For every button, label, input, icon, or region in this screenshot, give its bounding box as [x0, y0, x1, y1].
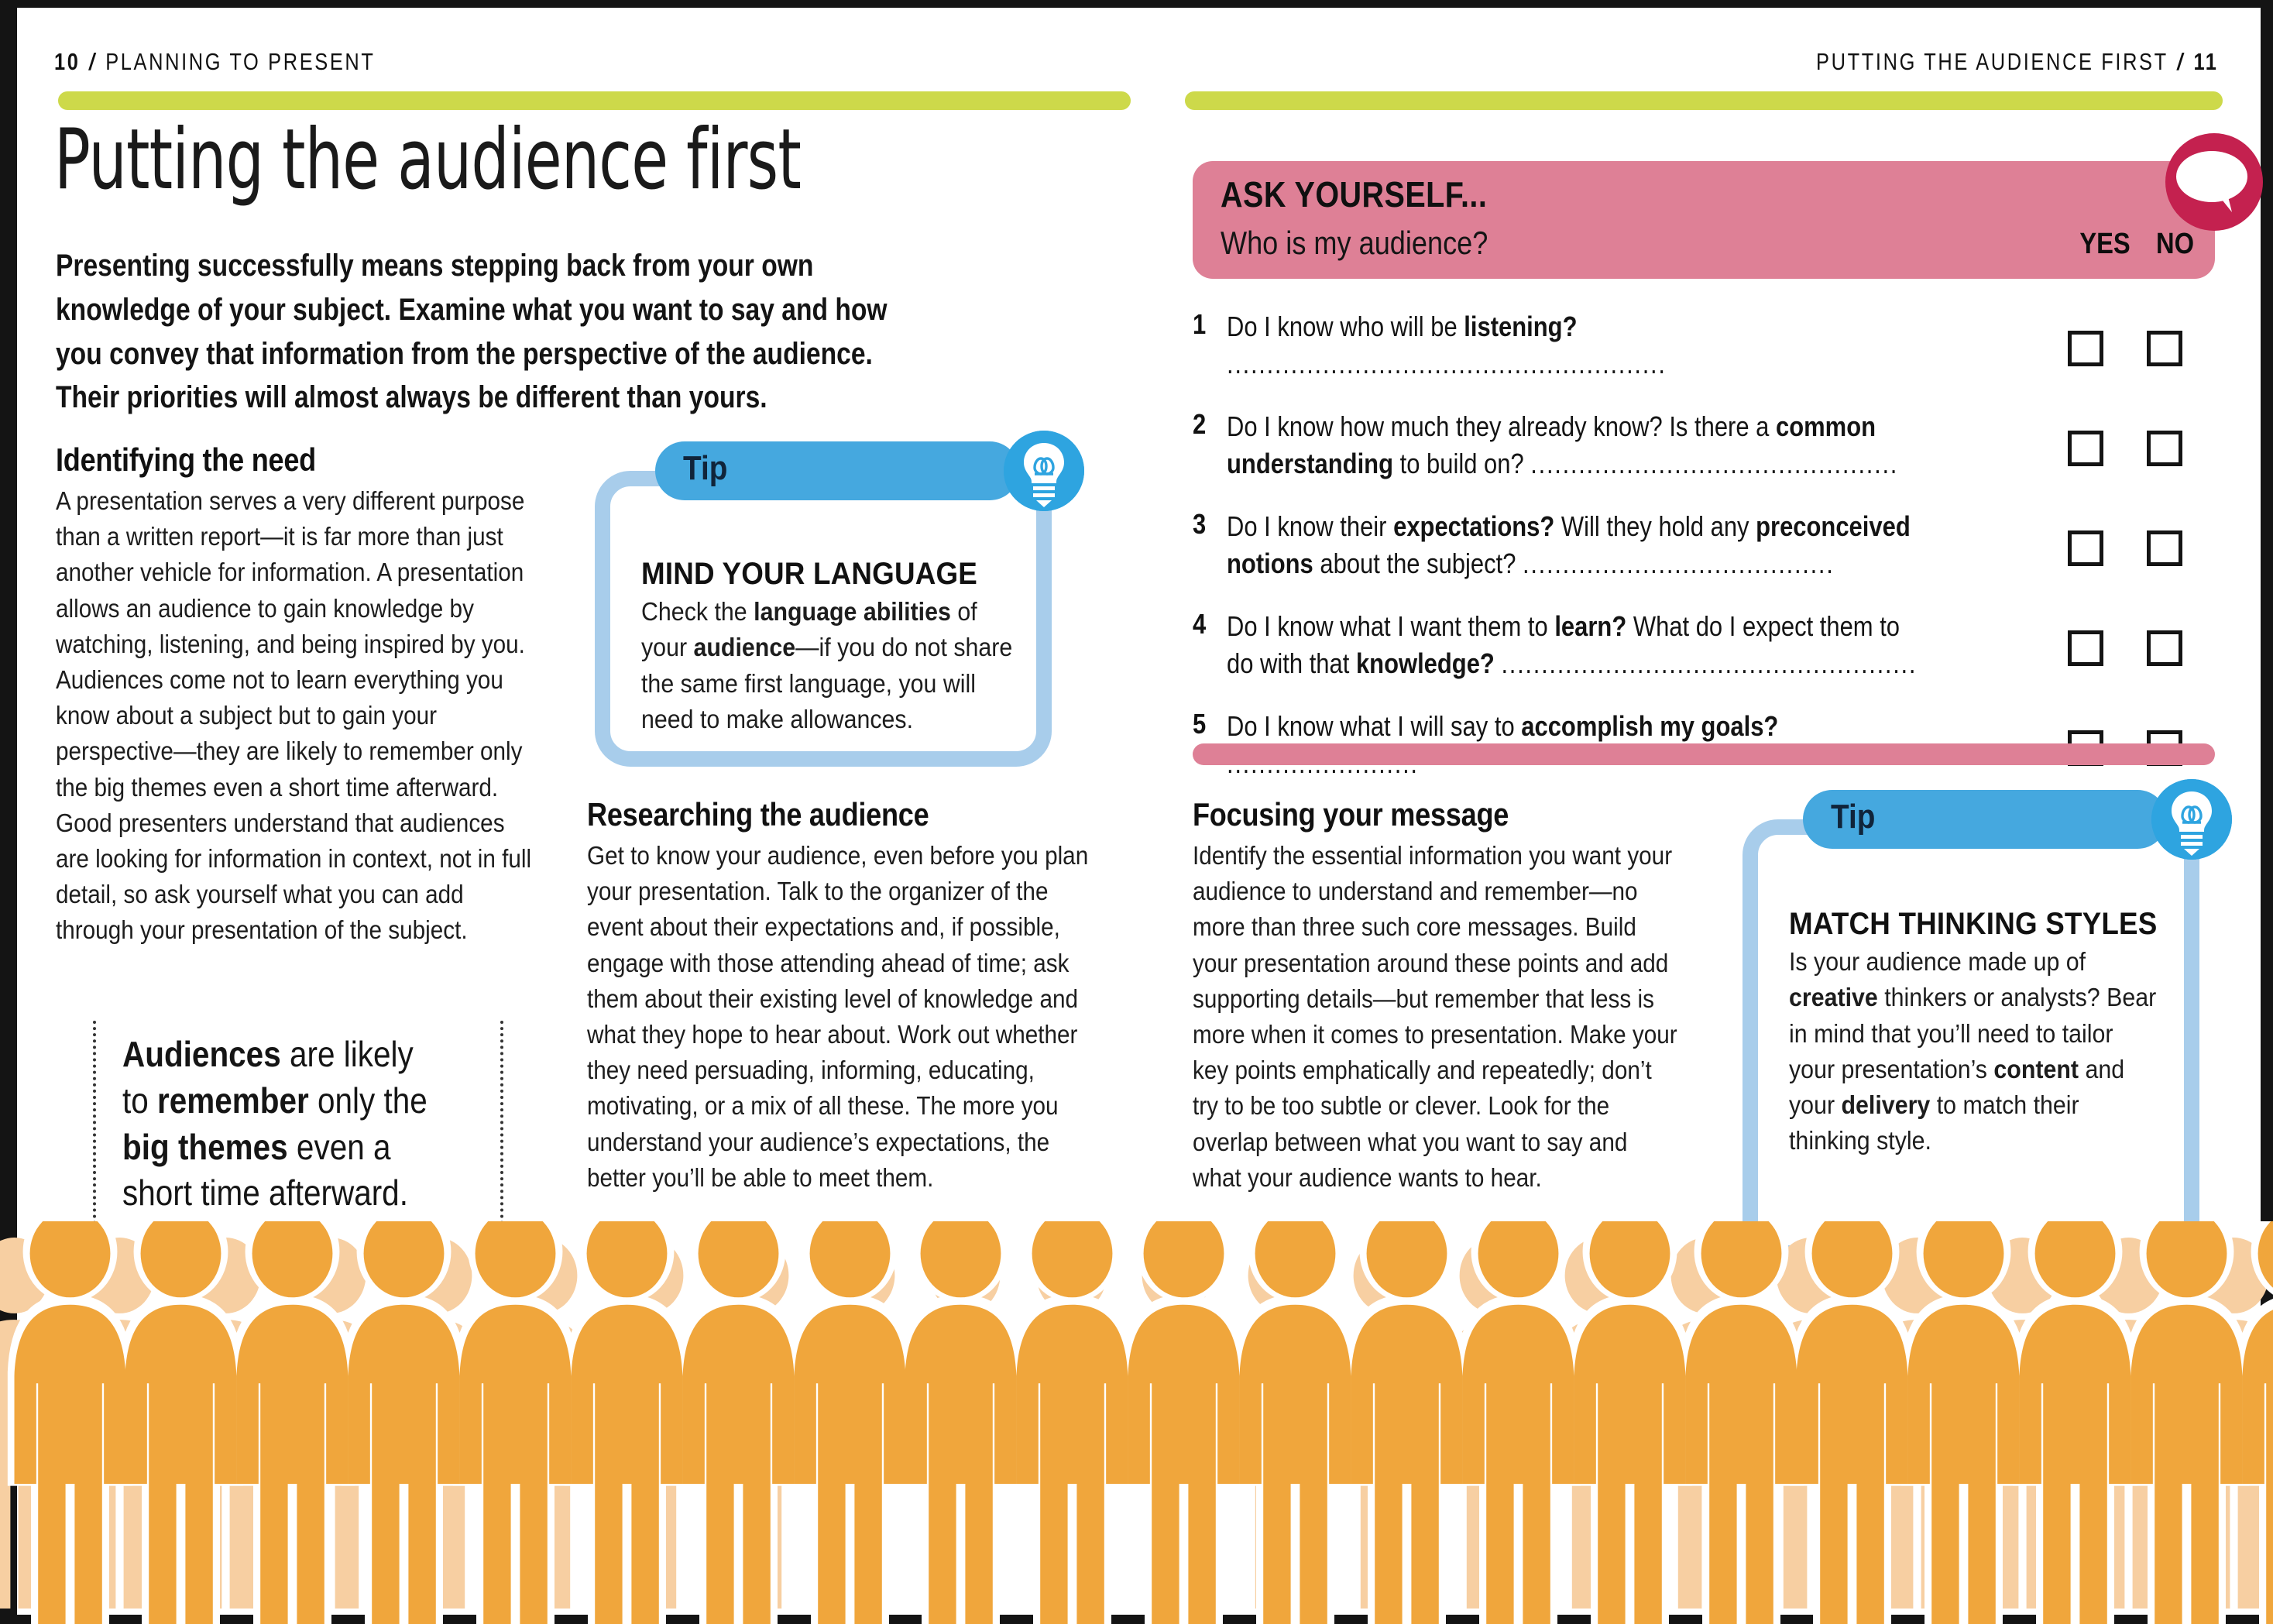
- speech-bubble-icon: [2165, 133, 2263, 231]
- section-body-researching: Get to know your audience, even before you plan your presentation. Talk to the organizer of the event about their expectations and, if possible, engage with those attending ahead of time; ask them about their existing level of knowledge and what they hope to hear about. Work out whether they need persuading, informing, educating, motivating, or a mix of all these. The more you understand your audience’s expectations, the better you’ll be able to meet them.: [587, 841, 1089, 1192]
- tip-tab-label: Tip: [1831, 798, 1876, 836]
- section-body-identifying: A presentation serves a very different purpose than a written report—it is far more than just another vehicle for information. A presentation allows an audience to gain knowledge by watching, listening, and being inspired by you. Audiences come not to learn everything you know about a subject but to gain your perspective—they are likely to remember only the big themes even a short time afterward. Good presenters understand that audiences are looking for information in context, not in full detail, so ask yourself what you can add through your presentation of the subject.: [56, 486, 532, 945]
- checkbox-no[interactable]: [2147, 630, 2182, 666]
- checkbox-pair: [2068, 331, 2223, 370]
- audience-crowd-illustration: [0, 1221, 2273, 1624]
- lightbulb-icon: [2151, 779, 2232, 860]
- checkbox-pair: [2068, 630, 2223, 670]
- page-number-right: 11: [2193, 48, 2219, 75]
- section-heading-researching: Researching the audience: [587, 796, 929, 833]
- tip-tab-label: Tip: [683, 449, 728, 487]
- checkbox-no[interactable]: [2147, 431, 2182, 466]
- running-head-right: [1816, 48, 2219, 76]
- section-body-focusing: Identify the essential information you want your audience to understand and remember—no more than three such core messages. Build your presentation around these points and add supporting details—but remember that less is more when it comes to presentation. Make your key points emphatically and repeatedly; don’t try to be too subtle or clever. Look for the overlap between what you want to say and what your audience wants to hear.: [1193, 841, 1677, 1192]
- crowd-figure: [2230, 1221, 2273, 1624]
- running-head-text-right: PUTTING THE AUDIENCE FIRST: [1816, 48, 2169, 75]
- checkbox-no[interactable]: [2147, 530, 2182, 566]
- checkbox-yes[interactable]: [2068, 331, 2103, 366]
- checkbox-pair: [2068, 530, 2223, 570]
- ask-yourself-panel: [1193, 161, 2215, 279]
- tip-content: [1789, 908, 2192, 1159]
- checklist-number: 4: [1193, 608, 1207, 640]
- tip-text: Is your audience made up of creative thinkers or analysts? Bear in mind that you’ll need to tailor your presentation’s content and your delivery to match their thinking style.: [1789, 947, 2157, 1155]
- page-title: Putting the audience first: [54, 112, 801, 208]
- running-head-separator-right: /: [2177, 48, 2185, 75]
- ask-yourself-subtitle: Who is my audience?: [1221, 225, 1488, 261]
- section-focusing-your-message: [1193, 796, 1688, 1196]
- checklist-question-text: Do I know what I will say to accomplish my goals?: [1227, 710, 1779, 743]
- tip-tab: [1803, 790, 2167, 849]
- checkbox-no[interactable]: [2147, 331, 2182, 366]
- running-head-left: [54, 48, 376, 76]
- section-identifying-the-need: [56, 441, 551, 948]
- ask-yourself-title: ASK YOURSELF...: [1221, 174, 1488, 215]
- checkbox-yes[interactable]: [2068, 630, 2103, 666]
- green-rule-right: [1185, 91, 2223, 110]
- checklist-number: 5: [1193, 708, 1207, 740]
- green-rule-left: [58, 91, 1131, 110]
- running-head-text-left: PLANNING TO PRESENT: [105, 48, 376, 75]
- tip-tab: [655, 441, 1019, 500]
- page-edge-top: [0, 0, 2273, 8]
- checklist-question-text: Do I know how much they already know? Is there a common understanding to build on? ..............................................: [1227, 410, 1899, 479]
- page-number-left: 10: [54, 48, 81, 75]
- checklist-question-text: Do I know who will be listening? .......................................................: [1227, 311, 1667, 379]
- running-head-separator-left: /: [89, 48, 97, 75]
- ask-yourself-question-list: [1193, 308, 2223, 808]
- column-header-no: NO: [2155, 228, 2195, 260]
- lightbulb-icon: [1004, 431, 1084, 511]
- checkbox-yes[interactable]: [2068, 530, 2103, 566]
- section-researching-the-audience: [587, 796, 1098, 1196]
- checklist-row: [1193, 308, 2223, 382]
- tip-content: [641, 558, 1052, 737]
- tip-title: MATCH THINKING STYLES: [1789, 907, 2158, 941]
- checklist-question-text: Do I know their expectations? Will they hold any preconceived notions about the subject? .......................................: [1227, 510, 1911, 579]
- checklist-number: 1: [1193, 308, 1207, 340]
- section-heading-focusing: Focusing your message: [1193, 796, 1509, 833]
- checklist-row: [1193, 608, 2223, 682]
- checkbox-pair: [2068, 431, 2223, 470]
- section-heading-identifying: Identifying the need: [56, 441, 316, 478]
- intro-paragraph: Presenting successfully means stepping back from your own knowledge of your subject. Examine what you want to say and how you convey that information from the perspective of the audience. Their priorities will almost always be different than yours.: [56, 249, 888, 415]
- checklist-number: 3: [1193, 508, 1207, 541]
- checklist-number: 2: [1193, 408, 1207, 441]
- checkbox-yes[interactable]: [2068, 431, 2103, 466]
- pink-rule-divider: [1193, 743, 2215, 765]
- tip-title: MIND YOUR LANGUAGE: [641, 557, 978, 591]
- pull-quote: [93, 1021, 503, 1224]
- checklist-row: [1193, 408, 2223, 482]
- checklist-row: [1193, 508, 2223, 582]
- checklist-question-text: Do I know what I want them to learn? What do I expect them to do with that knowledge? ....................................................: [1227, 610, 1918, 679]
- column-header-yes: YES: [2079, 228, 2131, 260]
- tip-text: Check the language abilities of your audience—if you do not share the same first language, you will need to make allowances.: [641, 597, 1013, 733]
- pull-quote-text: Audiences are likely to remember only the big themes even a short time afterward.: [122, 1034, 427, 1214]
